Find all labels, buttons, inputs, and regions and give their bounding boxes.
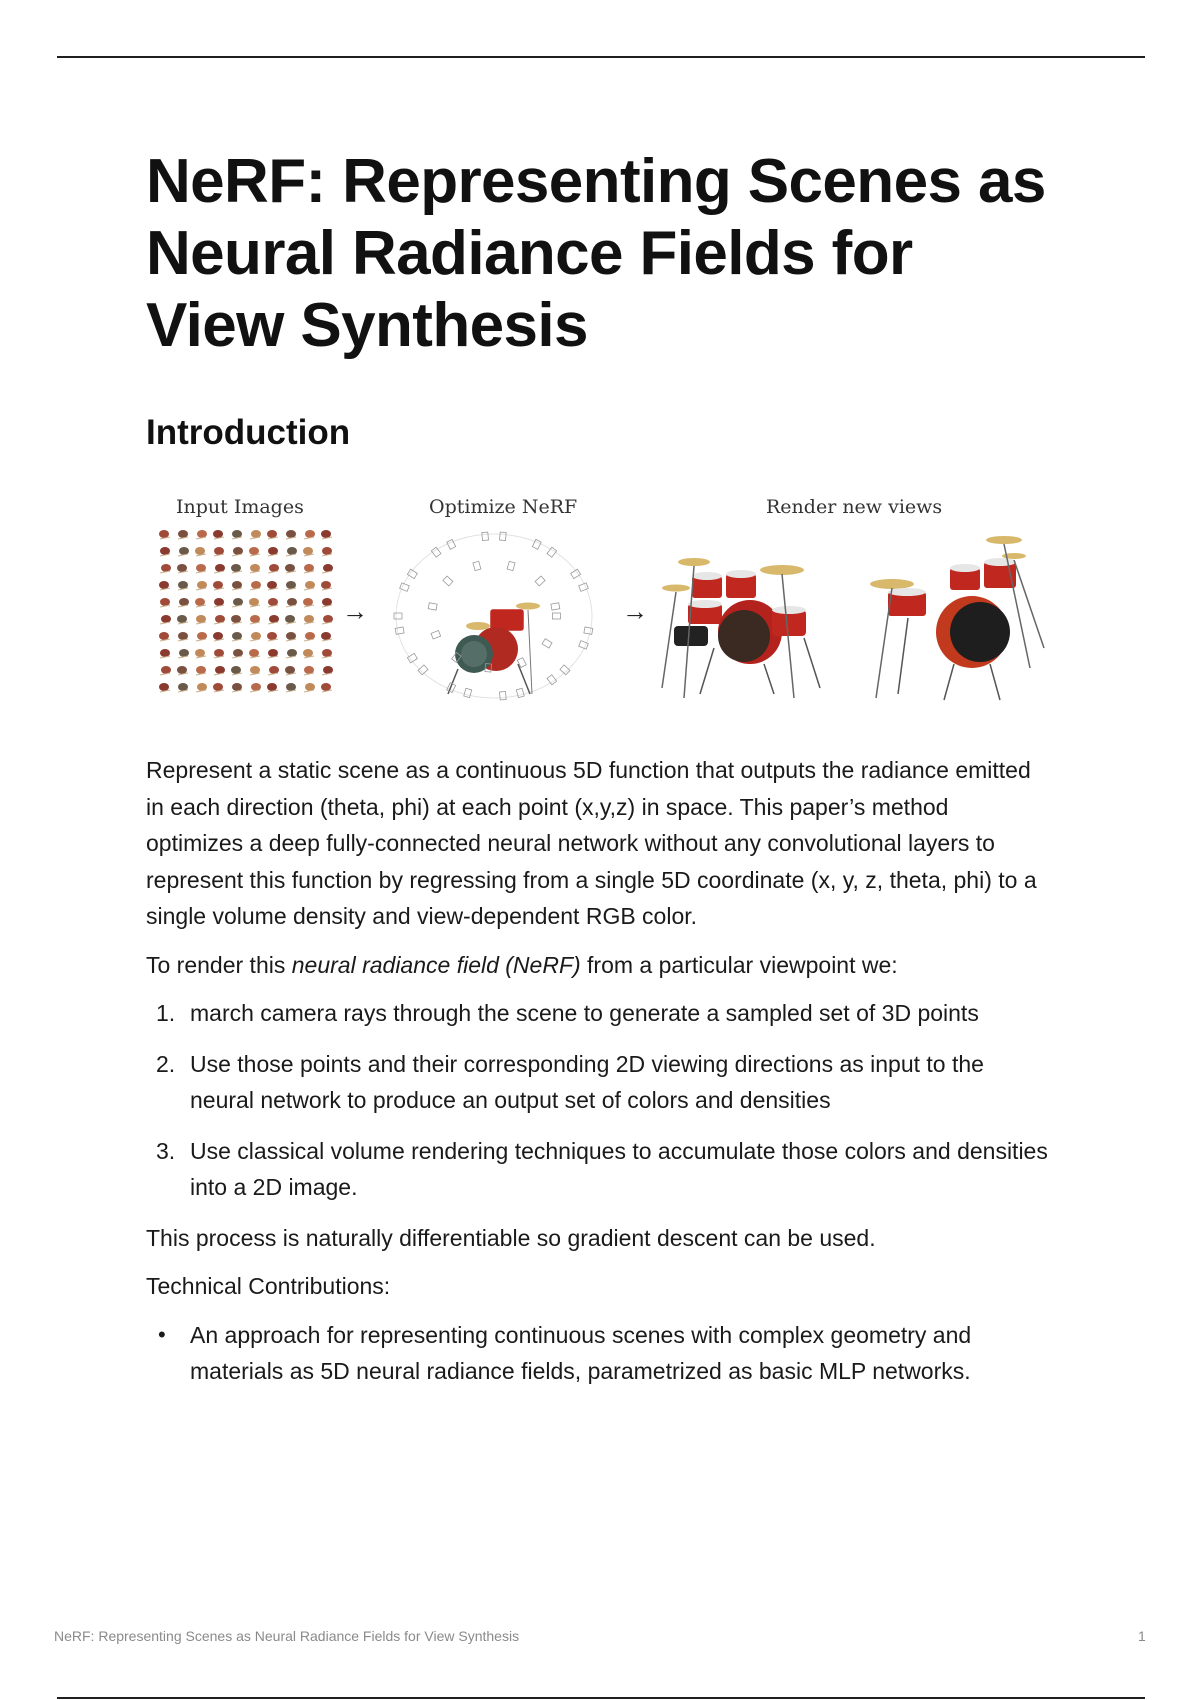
input-image-thumbnail bbox=[286, 632, 296, 641]
input-image-thumbnail bbox=[304, 615, 314, 624]
input-image-thumbnail bbox=[321, 632, 332, 641]
input-image-thumbnail bbox=[267, 581, 278, 590]
input-image-thumbnail bbox=[321, 530, 332, 539]
input-image-thumbnail bbox=[322, 547, 332, 556]
input-image-thumbnail bbox=[286, 530, 296, 539]
input-image-thumbnail bbox=[303, 598, 314, 607]
input-image-thumbnail bbox=[160, 649, 170, 658]
input-image-thumbnail bbox=[249, 649, 260, 658]
input-image-thumbnail bbox=[250, 615, 260, 624]
input-image-thumbnail bbox=[286, 649, 297, 658]
list-item-number: 1. bbox=[156, 1000, 176, 1026]
input-image-thumbnail bbox=[232, 581, 242, 590]
input-image-thumbnail bbox=[160, 598, 170, 607]
render-intro-emphasis: neural radiance field (NeRF) bbox=[291, 951, 581, 978]
list-item-text: An approach for representing continuous scenes with complex geometry and materials as 5D neural radiance fields, parametrized as basic MLP networks. bbox=[190, 1321, 972, 1384]
input-image-thumbnail bbox=[250, 632, 261, 641]
footer-running-title: NeRF: Representing Scenes as Neural Radiance Fields for View Synthesis bbox=[54, 1628, 520, 1644]
input-image-thumbnail bbox=[178, 649, 189, 658]
rendering-steps-list bbox=[146, 995, 1051, 1206]
input-image-thumbnail bbox=[159, 632, 170, 641]
input-image-thumbnail bbox=[177, 615, 188, 624]
input-images-grid bbox=[154, 524, 336, 700]
input-image-thumbnail bbox=[322, 598, 332, 607]
top-rule bbox=[57, 56, 1145, 58]
camera-frustum-icon bbox=[542, 639, 552, 648]
input-image-thumbnail bbox=[304, 581, 315, 590]
input-image-thumbnail bbox=[214, 615, 225, 624]
bullet-icon: • bbox=[158, 1321, 166, 1347]
input-image-thumbnail bbox=[178, 683, 188, 692]
input-image-thumbnail bbox=[231, 564, 242, 573]
camera-frustum-icon bbox=[428, 603, 437, 610]
input-image-thumbnail bbox=[231, 666, 242, 675]
input-image-thumbnail bbox=[322, 649, 332, 658]
camera-frustum-icon bbox=[516, 688, 524, 697]
input-image-thumbnail bbox=[250, 581, 261, 590]
input-image-thumbnail bbox=[195, 649, 206, 658]
camera-frustum-icon bbox=[431, 547, 441, 557]
list-item-text: Use classical volume rendering techniques to accumulate those colors and densities into a 2D image. bbox=[190, 1137, 1048, 1200]
input-image-thumbnail bbox=[178, 581, 188, 590]
input-image-thumbnail bbox=[195, 598, 206, 607]
footer-page-number: 1 bbox=[1138, 1628, 1146, 1644]
input-image-thumbnail bbox=[232, 547, 243, 556]
camera-frustum-icon bbox=[443, 576, 453, 586]
camera-frustum-icon bbox=[547, 675, 557, 685]
figure-label-input-images: Input Images bbox=[176, 496, 304, 518]
input-image-thumbnail bbox=[249, 598, 260, 607]
render-intro-paragraph bbox=[146, 947, 1051, 984]
input-image-thumbnail bbox=[232, 632, 242, 641]
input-image-thumbnail bbox=[214, 666, 225, 675]
input-image-thumbnail bbox=[178, 632, 188, 641]
input-image-thumbnail bbox=[178, 530, 188, 539]
rendered-drum-kit-view-2 bbox=[858, 528, 1050, 704]
input-image-thumbnail bbox=[159, 683, 170, 692]
input-image-thumbnail bbox=[213, 683, 224, 692]
input-image-thumbnail bbox=[267, 530, 278, 539]
figure-arrow-1: → bbox=[342, 596, 368, 626]
input-image-thumbnail bbox=[232, 530, 242, 539]
input-image-thumbnail bbox=[250, 530, 261, 539]
figure-label-render-new-views: Render new views bbox=[766, 496, 943, 518]
nerf-overview-figure bbox=[146, 488, 1051, 708]
camera-frustum-icon bbox=[482, 532, 489, 541]
figure-label-optimize-nerf: Optimize NeRF bbox=[429, 496, 578, 518]
input-image-thumbnail bbox=[213, 530, 224, 539]
input-image-thumbnail bbox=[286, 598, 297, 607]
contributions-list bbox=[146, 1317, 1051, 1390]
input-image-thumbnail bbox=[196, 564, 206, 573]
camera-frustum-icon bbox=[407, 569, 417, 578]
input-image-thumbnail bbox=[285, 615, 296, 624]
input-image-thumbnail bbox=[232, 598, 243, 607]
section-heading-introduction: Introduction bbox=[146, 413, 351, 452]
input-image-thumbnail bbox=[304, 564, 314, 573]
differentiable-paragraph: This process is naturally differentiable so gradient descent can be used. bbox=[146, 1224, 876, 1251]
camera-frustum-icon bbox=[552, 613, 560, 619]
input-image-thumbnail bbox=[321, 581, 332, 590]
input-image-thumbnail bbox=[250, 683, 261, 692]
input-image-thumbnail bbox=[196, 530, 207, 539]
input-image-thumbnail bbox=[196, 615, 206, 624]
input-image-thumbnail bbox=[196, 632, 207, 641]
camera-frustum-icon bbox=[584, 627, 593, 634]
input-image-thumbnail bbox=[160, 666, 171, 675]
list-item-text: march camera rays through the scene to generate a sampled set of 3D points bbox=[190, 1000, 979, 1026]
input-image-thumbnail bbox=[250, 666, 260, 675]
list-item bbox=[146, 1317, 1051, 1390]
input-image-thumbnail bbox=[321, 683, 332, 692]
input-image-thumbnail bbox=[196, 666, 206, 675]
camera-frustum-icon bbox=[535, 576, 545, 586]
intro-paragraph: Represent a static scene as a continuous 5D function that outputs the radiance emitted in each direction (theta, phi) at each point (x,y,z) in space. This paper’s method optimizes a deep fully-connected neural network without any convolutional layers to represent this function by regressing from a single 5D coordinate (x, y, z, theta, phi) to a single volume density and view-dependent RGB color. bbox=[146, 757, 1037, 929]
camera-frustum-icon bbox=[407, 653, 417, 662]
input-image-thumbnail bbox=[160, 564, 171, 573]
input-image-thumbnail bbox=[177, 666, 188, 675]
input-image-thumbnail bbox=[160, 615, 171, 624]
input-image-thumbnail bbox=[160, 547, 170, 556]
input-image-thumbnail bbox=[304, 683, 315, 692]
body-text bbox=[146, 752, 1051, 1390]
input-image-thumbnail bbox=[304, 632, 315, 641]
input-image-thumbnail bbox=[303, 547, 314, 556]
input-image-thumbnail bbox=[322, 615, 333, 624]
input-image-thumbnail bbox=[231, 615, 242, 624]
list-item-number: 3. bbox=[156, 1137, 176, 1164]
camera-frustum-icon bbox=[500, 532, 507, 541]
input-image-thumbnail bbox=[196, 683, 207, 692]
input-image-thumbnail bbox=[286, 683, 296, 692]
input-image-thumbnail bbox=[249, 547, 260, 556]
input-image-thumbnail bbox=[268, 615, 279, 624]
list-item-number: 2. bbox=[156, 1050, 176, 1077]
camera-frustum-icon bbox=[464, 688, 472, 697]
list-item bbox=[146, 1133, 1051, 1206]
input-image-thumbnail bbox=[178, 547, 189, 556]
input-image-thumbnail bbox=[268, 598, 278, 607]
camera-frustum-icon bbox=[551, 603, 560, 610]
small-drum-kit-illustration bbox=[448, 603, 540, 695]
document-title: NeRF: Representing Scenes as Neural Radiance Fields for View Synthesis bbox=[146, 147, 1046, 360]
camera-frustum-icon bbox=[507, 561, 515, 570]
list-item-text: Use those points and their corresponding 2D viewing directions as input to the neural network to produce an output set of colors and densities bbox=[190, 1050, 984, 1113]
camera-frustum-icon bbox=[394, 613, 402, 619]
input-image-thumbnail bbox=[213, 581, 224, 590]
input-image-thumbnail bbox=[268, 649, 278, 658]
list-item bbox=[146, 1046, 1051, 1119]
input-image-thumbnail bbox=[177, 564, 188, 573]
input-image-thumbnail bbox=[232, 649, 243, 658]
input-image-thumbnail bbox=[268, 666, 279, 675]
camera-frustum-icon bbox=[500, 691, 507, 700]
render-intro-prefix: To render this bbox=[146, 951, 292, 978]
camera-frustum-icon bbox=[571, 569, 581, 578]
input-image-thumbnail bbox=[322, 564, 333, 573]
input-image-thumbnail bbox=[285, 564, 296, 573]
input-image-thumbnail bbox=[214, 649, 224, 658]
technical-contributions-label: Technical Contributions: bbox=[146, 1273, 391, 1299]
input-image-thumbnail bbox=[267, 683, 278, 692]
input-image-thumbnail bbox=[196, 581, 207, 590]
camera-frustum-icon bbox=[547, 547, 557, 557]
input-image-thumbnail bbox=[268, 547, 278, 556]
input-image-thumbnail bbox=[213, 632, 224, 641]
input-image-thumbnail bbox=[232, 683, 242, 692]
list-item bbox=[146, 995, 1051, 1032]
figure-arrow-2: → bbox=[622, 596, 648, 626]
input-image-thumbnail bbox=[214, 598, 224, 607]
input-image-thumbnail bbox=[304, 666, 314, 675]
bottom-rule bbox=[57, 1697, 1145, 1699]
input-image-thumbnail bbox=[267, 632, 278, 641]
input-image-thumbnail bbox=[285, 666, 296, 675]
input-image-thumbnail bbox=[159, 581, 170, 590]
input-image-thumbnail bbox=[286, 581, 296, 590]
input-image-thumbnail bbox=[303, 649, 314, 658]
input-image-thumbnail bbox=[286, 547, 297, 556]
input-image-thumbnail bbox=[214, 564, 225, 573]
input-image-thumbnail bbox=[195, 547, 206, 556]
render-intro-suffix: from a particular viewpoint we: bbox=[580, 951, 898, 978]
rendered-drum-kit-view-1 bbox=[654, 528, 834, 704]
input-image-thumbnail bbox=[178, 598, 189, 607]
input-image-thumbnail bbox=[214, 547, 224, 556]
input-image-thumbnail bbox=[304, 530, 315, 539]
input-image-thumbnail bbox=[322, 666, 333, 675]
camera-frustum-icon bbox=[473, 561, 481, 570]
input-image-thumbnail bbox=[250, 564, 260, 573]
camera-sphere-illustration bbox=[386, 524, 606, 704]
input-image-thumbnail bbox=[159, 530, 170, 539]
input-image-thumbnail bbox=[268, 564, 279, 573]
camera-frustum-icon bbox=[431, 631, 441, 639]
camera-frustum-icon bbox=[395, 627, 404, 634]
